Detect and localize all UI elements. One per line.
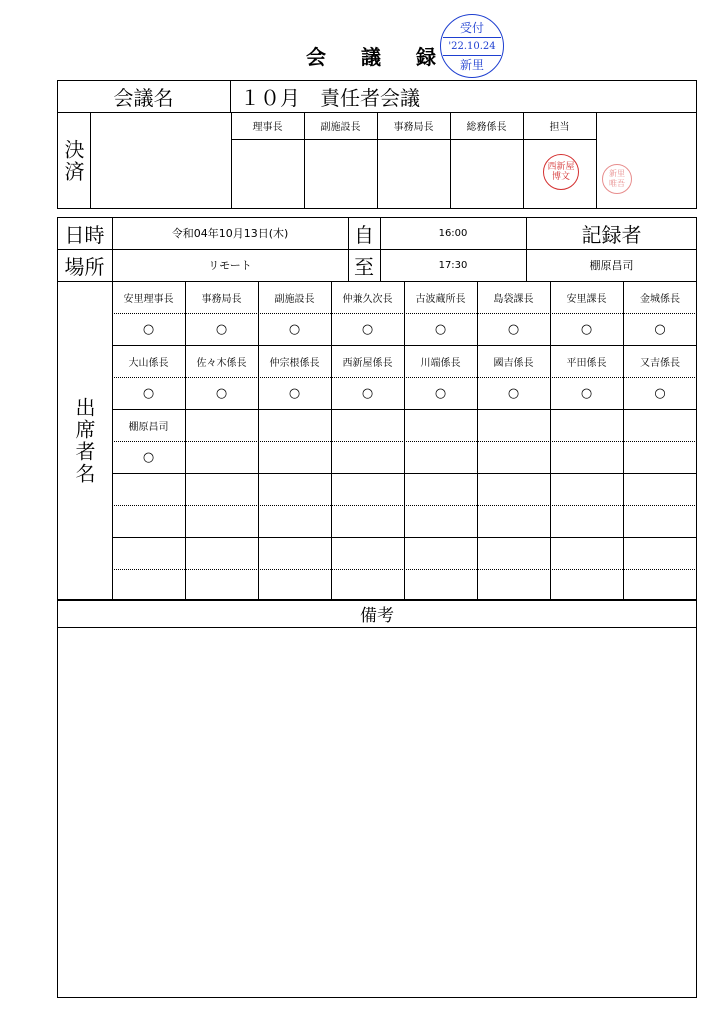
recorder-label: 記録者 [581, 222, 642, 247]
place-value: リモート [208, 259, 252, 272]
remarks-area[interactable] [58, 628, 696, 997]
attendance-mark: ○ [142, 385, 155, 401]
attendee-name: 安里課長 [566, 293, 607, 305]
reception-stamp [440, 14, 504, 78]
date-value: 令和04年10月13日(木) [171, 227, 289, 240]
attendance-mark: ○ [434, 321, 447, 337]
seal-stamp: 西新屋 博文 [543, 154, 579, 190]
role-in-charge: 担当 [549, 122, 570, 133]
attendance-mark: ○ [288, 385, 301, 401]
page-title: 会 議 録 [306, 44, 450, 69]
attendance-mark: ○ [215, 385, 228, 401]
attendance-mark: ○ [361, 385, 374, 401]
attendance-mark: ○ [654, 321, 666, 337]
stamp-date: '22.10.24 [448, 40, 496, 52]
role-secretary-general: 事務局長 [393, 122, 434, 133]
seal-stamp-2: 新里 唯吾 [602, 164, 632, 194]
meeting-name-value: １０月 責任者会議 [240, 85, 420, 110]
attendee-name: 事務局長 [201, 293, 242, 305]
attendee-name: 平田係長 [566, 357, 607, 369]
attendance-mark: ○ [580, 321, 593, 337]
attendance-mark: ○ [142, 449, 155, 465]
attendance-label: 出席者名 [72, 396, 96, 485]
attendee-name: 佐々木係長 [196, 357, 247, 369]
approval-label: 決済 [61, 138, 85, 183]
date-label: 日時 [64, 222, 105, 247]
attendance-mark: ○ [580, 385, 593, 401]
attendee-name: 大山係長 [128, 357, 169, 369]
attendee-name: 又吉係長 [640, 357, 680, 369]
attendance-mark: ○ [654, 385, 666, 401]
to-time: 17:30 [438, 259, 468, 271]
attendance-mark: ○ [142, 321, 155, 337]
attendance-mark: ○ [434, 385, 447, 401]
meeting-name-label: 会議名 [113, 85, 174, 110]
to-label: 至 [354, 254, 374, 279]
attendance-mark: ○ [361, 321, 374, 337]
role-general-affairs: 総務係長 [466, 122, 507, 133]
attendee-name: 仲兼久次長 [342, 293, 393, 305]
attendee-name: 棚原昌司 [128, 421, 169, 433]
attendance-mark: ○ [507, 385, 520, 401]
attendance-mark: ○ [215, 321, 228, 337]
attendee-name: 國吉係長 [493, 357, 534, 369]
role-vice-director: 副施設長 [320, 122, 361, 133]
place-label: 場所 [64, 254, 105, 279]
attendee-name: 金城係長 [640, 293, 680, 305]
attendee-name: 島袋課長 [493, 293, 534, 305]
attendee-name: 古波蔵所長 [415, 293, 466, 305]
attendee-name: 副施設長 [274, 293, 315, 305]
stamp-name: 新里 [459, 57, 484, 72]
from-time: 16:00 [438, 227, 468, 239]
role-chairman: 理事長 [252, 122, 283, 133]
attendee-name: 安里理事長 [123, 293, 174, 305]
attendance-mark: ○ [507, 321, 520, 337]
stamp-top-text: 受付 [459, 20, 484, 35]
attendance-mark: ○ [288, 321, 301, 337]
remarks-label: 備考 [360, 606, 394, 626]
attendee-name: 西新屋係長 [342, 357, 393, 369]
from-label: 自 [354, 222, 374, 247]
attendee-name: 仲宗根係長 [269, 357, 320, 369]
attendee-name: 川端係長 [420, 357, 461, 369]
recorder-value: 棚原昌司 [589, 259, 634, 272]
